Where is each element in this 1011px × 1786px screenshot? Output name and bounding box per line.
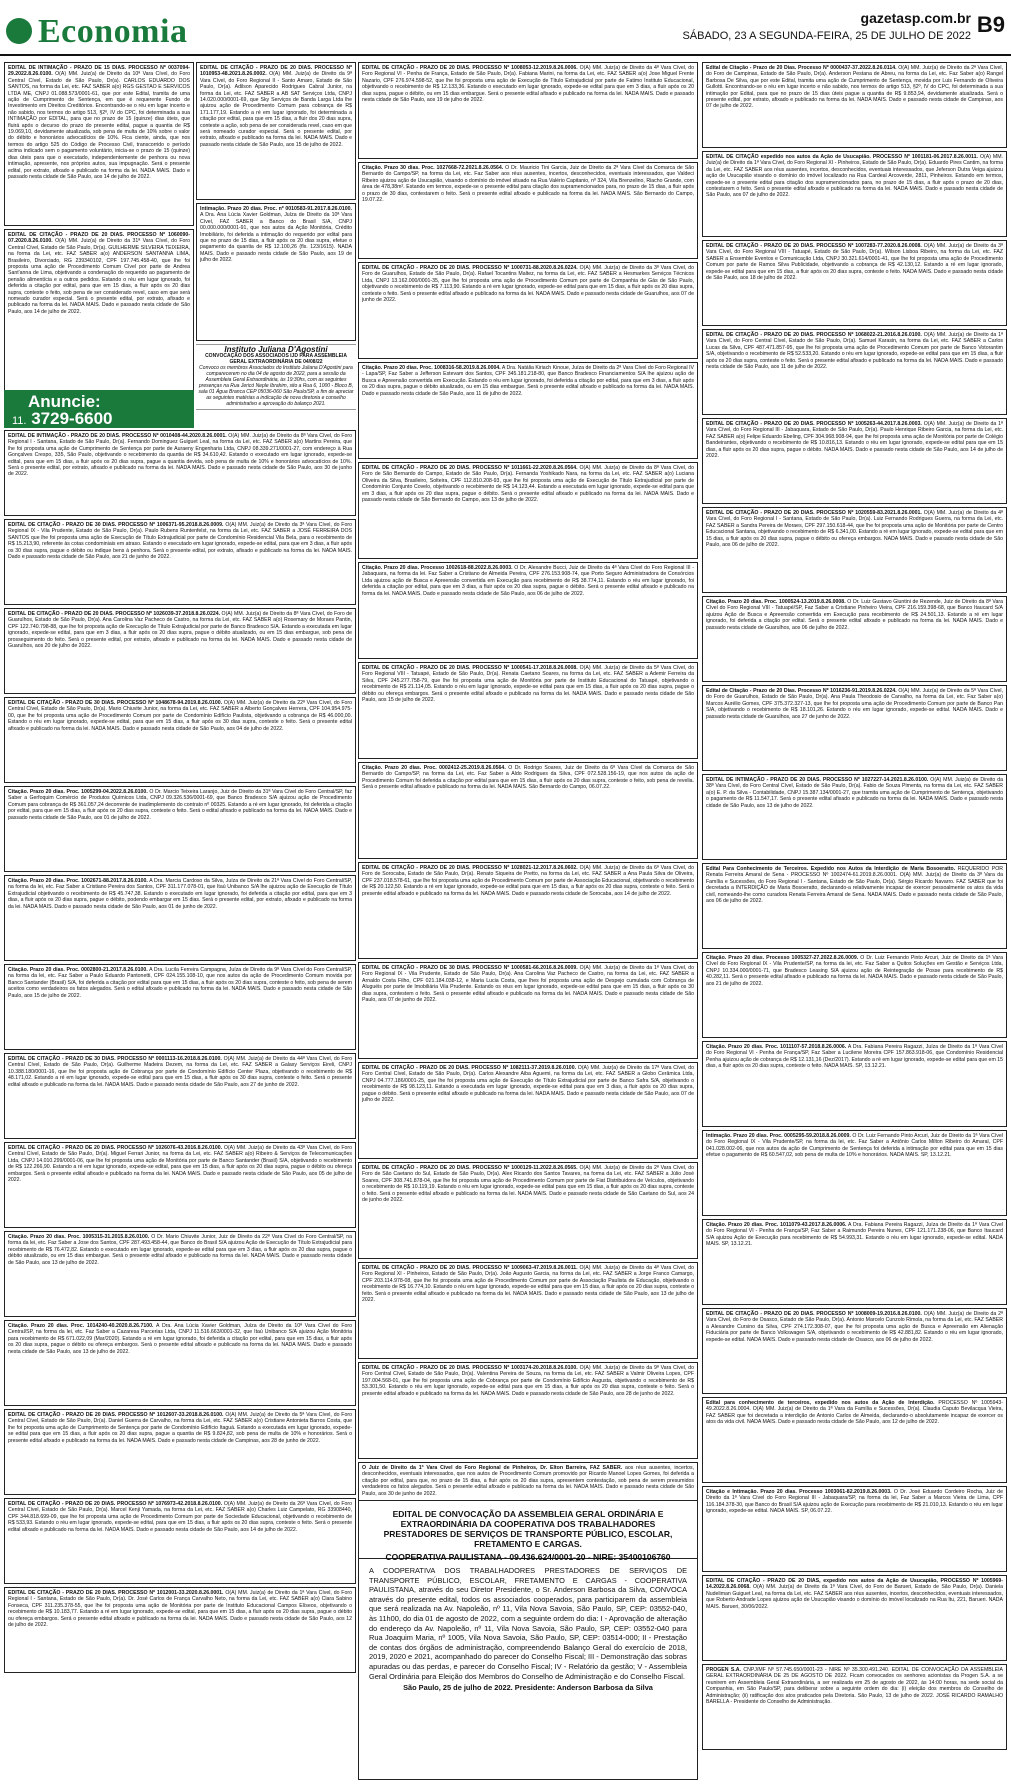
notice-heading: EDITAL DE CITAÇÃO - PRAZO DE 20 DIAS. PROCESSO Nº 1005263-44.2017.8.26.0003. [706,421,922,427]
ad-title: Anuncie: [28,392,101,411]
column-2 [196,62,356,410]
notice-body: REQUERIDO POR Renata Ferreira Amaral de Sena - PROCESSO Nº 1002474-61.2019.8.26.0001. O(A) MM. Juiz(a) de Direito da 3ª Vara da Família e Sucessões, do Foro Regional I - Santana, Estado de São Paulo, Dr(a). Sérgio Ricardo Navarro. FAZ SABER que foi decretada a INTERDIÇÃO de Maria Bosoeratto, declarando-a relativamente incapaz de exercer pessoalmente os atos da vida civil, nomeando-lhe como curadora Renata Ferreira Amaral de Sena. NADA MAIS. Dado e passado nesta cidade de São Paulo, aos 06 de julho de 2022. [706,866,1003,905]
legal-notice [702,329,1007,415]
notice-heading: Intimação. Prazo 20 dias. Proc. nº 0010583-91.2017.8.26.0100. [200,206,352,212]
notice-body: O(A) MM. Juiz(a) de Direito da 44ª Vara Cível, do Foro Central Cível, Estado de São Paulo, Dr(a). Guilherme Madeira Dezem, na forma da Lei, etc. FAZ SABER a Galaxy Serviços Eireli, CNPJ 10.388.180/0001-16, que lhe foi proposta ação de Cobrança por parte de Condomínio Edifício Center Plaza, objetivando o recebimento de R$ 48.171,02. Estando a ré em lugar ignorado, expede-se edital para que em 15 dias, a fluir após os 30 dias supra, conteste o feito. Será o presente edital afixado e publicado na forma da lei. NADA MAIS. Dado e passado nesta cidade de São Paulo, aos 27 de junho de 2022. [8,1056,352,1088]
legal-notice [358,262,698,359]
ad-phone-number: 3729-6600 [31,409,113,428]
legal-notice [196,203,356,341]
notice-body: O(A) MM. Juiz(a) de Direito da 4ª Vara Cível, do Foro Regional I - Santana, Estado de São Paulo, Dr(a). Luiz Fernando Rodrigues Guerra, na forma da Lei, etc. FAZ SABER a Sandra Pereira de Moraes, CPF 297.150.618-44, que lhe foi proposta uma ação de Monitória por parte de Centro Educacional Santana, objetivando o recebimento de R$ 6.341,00. Estando a ré em lugar ignorado, expede-se edital para que em 15 dias, a fluir após os 20 dias supra, pague o débito ou ofereça embargos. NADA MAIS. Dado e passado nesta cidade de São Paulo, aos 06 de julho de 2022. [706,510,1003,549]
notice-body: O(A) MM. Juiz(a) de Direito da 5ª Vara Cível, do Foro de Guarulhos, Estado de São Paulo, Dr(a). Ana Paula Theodosio de Carvalho, na forma da Lei, etc. Faz Saber a(o) Marcos Aurélio Gomes, CPF 375.372.327-13, que lhe foi proposta uma ação de Procedimento Comum por parte de Banco Pan S/A, objetivando o recebimento de R$ 18.101,26. Estando o réu em lugar ignorado, expede-se edital. NADA MAIS. Dado e passado nesta cidade de Guarulhos, aos 27 de junho de 2022. [706,688,1004,720]
notice-heading: EDITAL DE CITAÇÃO - PRAZO DE 30 DIAS. PROCESSO Nº 1006371-95.2018.8.26.0009. [8,522,224,528]
column-3 [358,62,698,1562]
notice-heading: EDITAL DE CITAÇÃO - PRAZO DE 20 DIAS. PROCESSO Nº 1000731-88.2020.8.26.0224. [362,265,578,271]
legal-notice [4,697,356,783]
notice-body: O(A) MM. Juiz(a) de Direito da 4ª Vara Cível, do Foro Regional XI - Pinheiros, Estado de São Paulo, Dr(a). João Augusto Garcia, na forma da Lei, etc. FAZ SABER a Jorge Franco Camargo, CPF 203.114.978-08, que lhe foi proposta uma ação de Procedimento Comum por parte de Associação Paulista de Educação, objetivando o recebimento de R$ 16.774,10. Estando o réu em lugar ignorado, expede-se edital para que em 15 dias, a fluir após os 20 dias supra, conteste o feito. Será o presente edital afixado e publicado na forma da lei. NADA MAIS. Dado e passado nesta cidade de São Paulo, aos 13 de julho de 2022. [362,1265,694,1304]
notice-heading: Intimação. Prazo 20 dias. Proc. 0005295-59.2018.8.26.0009. [706,1133,851,1139]
notice-body: O(A) MM. Juiz(a) de Direito da 3ª Vara Cível, do Foro de Guarulhos, Estado de São Paulo, Dr(a). Rafael Tocantins Maltez, na forma da Lei, etc. FAZ SABER a Hesmarkes Serviços Técnicos Ltda, CNPJ 13.162.000/0001-35, que lhe foi proposta uma ação de Procedimento Comum por parte de Companhia de Gás de São Paulo, objetivando o recebimento de R$ 7.113,90. Estando a ré em lugar ignorado, expede-se edital para que em 15 dias, a fluir após os 20 dias supra, conteste o feito. Será o presente edital afixado e publicado na forma da lei. NADA MAIS. Dado e passado nesta cidade de Guarulhos, aos 07 de junho de 2022. [362,265,694,304]
notice-heading: Citação. Prazo 20 dias. Proc. 1011107-57.2018.8.26.0006. [706,1044,847,1050]
notice-body: O(A) MM. Juiz(a) de Direito da 1ª Vara Cível, do Foro Regional III - Jabaquara, Estado de São Paulo, Dr(a). Paulo Henrique Ribeiro Garcia, na forma da Lei, etc. FAZ SABER a(o) Felipe Eduardo Ebeling, CPF 304.968.908-94, que lhe foi proposta uma ação de Monitória por parte de Colégio Bandeirantes, objetivando o recebimento de R$ 10.816,13. Estando o réu em lugar ignorado, expede-se edital para que em 15 dias, a fluir após os 20 dias supra, pague o débito. NADA MAIS. Dado e passado nesta cidade de São Paulo, aos 14 de julho de 2022. [706,421,1003,460]
notice-heading: EDITAL DE CITAÇÃO - PRAZO DE 20 DIAS. PROCESSO Nº 1010953-48.2021.8.26.0002. [200,65,352,78]
notice-body: O(A) MM. Juiz(a) de Direito da 9ª Vara Cível, do Foro Central Cível, Estado de São Paulo, Dr(a). Valentina Pereira de Souza, na forma da Lei, etc. FAZ SABER a Valmir Oliveira Lopes, CPF 197.004.568-01, que lhe foi proposta uma ação de Cobrança por parte de Condomínio Edifício Augusta, objetivando o recebimento de R$ 53.301,50. Estando o réu em lugar ignorado, expede-se edital para que em 15 dias, a fluir após os 20 dias supra, conteste o feito. Será o presente edital afixado e publicado na forma da lei. NADA MAIS. Dado e passado nesta cidade de São Paulo, aos 28 de junho de 2022. [362,1365,694,1397]
legal-notice [702,952,1007,1038]
notice-heading: EDITAL DE CITAÇÃO - PRAZO DE 30 DIAS. PROCESSO Nº 1048678-94.2019.8.26.0100. [8,700,223,706]
column-wide [4,430,356,1676]
notice-heading: Citação. Prazo 20 dias. Proc. 1008316-58.2019.8.26.0004. [362,365,501,371]
legal-notice [358,62,698,159]
notice-heading: EDITAL DE CITAÇÃO - PRAZO DE 20 DIAS. PROCESSO Nº 1028021-12.2017.8.26.0602. [362,865,578,871]
notice-body: PROCESSO Nº 1005943-49.2022.8.26.0004. O(A) MM. Juiz(a) de Direito da 1ª Vara da Família e Sucessões, Dr(a). Claudia Caputo Bevilacqua Vieira, FAZ SABER que foi decretada a interdição de Antonio Carlos de Almeida, declarando-o absolutamente incapaz de exercer os atos da vida civil. NADA MAIS. Dado e passado nesta cidade de São Paulo, aos 12 de julho de 2022. [706,1400,1003,1426]
legal-notice [4,1498,356,1584]
notice-heading: Citação e Intimação. Prazo 20 dias. Processo 1003061-82.2019.8.26.0003. [706,1489,892,1495]
notice-heading: EDITAL DE CITAÇÃO - PRAZO DE 20 DIAS. PROCESSO Nº 1003174-20.2018.8.26.0100. [362,1365,578,1371]
institute-name: Instituto Juliana D'Agostini [224,345,328,354]
notice-body: O(A) MM. Juiz(a) de Direito da 4ª Vara Cível, do Foro Regional VI - Penha de França, Estado de São Paulo, Dr(a). Fabiana Marini, na forma da Lei, etc. FAZ SABER a(o) Jose Miguel Frente Nazario, CPF 276.974.598-52, que lhe foi proposta uma ação de Execução de Título Extrajudicial por parte de Fatimo Instituto Educacional, objetivando o recebimento de R$ 12.133,36. Estando o executado em lugar ignorado, expede-se edital para que em 3 dias, a fluir após os 20 dias supra, pague o débito, ou em 15 dias embargue. Será o presente edital afixado e publicado na forma da lei. NADA MAIS. Dado e passado nesta cidade de São Paulo, aos 19 de julho de 2022. [362,65,694,104]
legal-notice [702,1130,1007,1216]
notice-body: A Dra. Ana Lúcia Xavier Goldman, Juíza de Direito da 10ª Vara Cível, FAZ SABER a Banco do Brasil S/A, CNPJ 00.000.000/0001-91, que nos autos da Ação Monitória, Crédito Imobiliário, foi deferida a intimação do requerido por edital para que no prazo de 15 dias, a fluir após os 20 dias supra, efetue o pagamento da quantia de R$ 12.100,26 (fls. 123/1615). NADA MAIS. Dado e passado nesta cidade de São Paulo, aos 19 de julho de 2022. [200,212,352,264]
notice-body: O(A) MM. Juiz(a) de Direito da 5ª Vara Cível, do Foro Regional VIII - Tatuapé, Estado de São Paulo, Dr(a). Renata Caetano Soares, na forma da Lei, etc. FAZ SABER a Ademir Ferreira da Silva, CPF 245.277.758-79, que lhe foi proposta uma ação de Monitória por parte de Instituto Educacional do Tatuapé, objetivando o recebimento de R$ 21.114,05. Estando o réu em lugar ignorado, expede-se edital para que em 15 dias, a fluir após os 20 dias supra, pague o débito ou ofereça embargos. Será o presente edital afixado e publicado na forma da lei. NADA MAIS. Dado e passado nesta cidade de São Paulo, aos 15 de julho de 2022. [362,665,694,704]
advertise-banner[interactable] [4,390,194,428]
notice-body: O Dr. Luiz Fernando Pinto Arcuri, Juiz de Direito da 1ª Vara Cível do Foro Regional IX - Vila Prudente/SP, na forma da lei, etc. Faz Saber a Quitos Soluções em Gestão e Serviços Ltda, CNPJ 10.334.000/0001-71, que Bradesco Leasing S/A ajuizou ação de Reintegração de Posse para recebimento de R$ 40.282,11. Será o presente edital afixado e publicado na forma da lei. NADA MAIS. Dado e passado nesta cidade de São Paulo, aos 21 de julho de 2022. [706,955,1003,987]
legal-notice [4,1231,356,1317]
notice-heading: Citação. Prazo 20 dias. Processo 1005327-27.2022.8.26.0009. [706,955,859,961]
legal-notice [702,685,1007,771]
notice-body: O(A) MM. Juiz(a) de Direito da 8ª Vara Cível, do Foro de Guarulhos, Estado de São Paulo, Dr(a). Ana Carolina Vaz Pacheco de Castro, na forma da Lei, etc. FAZ SABER a(o) Rosemary de Moraes Pantin, CPF 122.740.798-88, que lhe foi proposta ação de Execução de Título Extrajudicial por parte de Banco Bradesco S/A. Estando a executada em lugar ignorado, expede-se edital, para que em 3 dias, a fluir após os 20 dias supra, pague o débito atualizado, ou em 15 dias embargue, sob pena de prosseguimento do feito. Será o presente edital, por extrato, afixado e publicado na forma da lei. NADA MAIS. Dado e passado nesta cidade de Guarulhos, aos 20 de julho de 2022. [8,611,352,650]
notice-heading: EDITAL DE CITAÇÃO - PRAZO DE 30 DIAS. PROCESSO Nº 1000581-66.2016.8.26.0009. [362,965,578,971]
ad-phone-prefix: 11. [12,415,27,427]
notice-body: O(A) MM. Juiz(a) de Direito da 1ª Vara Cível, do Foro Regional IX - Vila Prudente, Estado de São Paulo, Dr(a). Ana Carolina Vaz Pacheco de Castro, na forma da Lei, etc. FAZ SABER a Arnaldo Costa Filho, CPF 021.184.038-12, e Maria Lucia Costa, que lhes foi proposta uma ação de Despejo cumulada com Cobrança de Aluguéis por parte de Imobiliária Vila Prudente. Estando os réus em lugar ignorado, expede-se edital para que em 15 dias, a fluir após os 30 dias supra, contestem o feito. Será o presente edital afixado e publicado na forma da lei. NADA MAIS. Dado e passado nesta cidade de São Paulo, aos 07 de junho de 2022. [362,965,694,1004]
ad-phone [12,409,113,429]
notice-heading: EDITAL DE CITAÇÃO - PRAZO DE 20 DIAS. PROCESSO Nº 1008009-19.2016.8.26.0100. [706,1311,922,1317]
notice-body: O(A) MM. Juiz(a) de Direito da 2ª Vara Cível, do Foro de Campinas, Estado de São Paulo, Dr(a). Anderson Pestana de Abreu, na forma da Lei, etc. Faz Saber a(o) Rangel Barbosa De Silva, que por este Edital, tramita uma ação de Cumprimento de Sentença, movida por Luis Fernando de Oliveira Gullotti. Encontrando-se o réu em lugar incerto e não sabido, nos termos do artigo 513, §2º, IV do CPC, foi determinada a sua intimação por Edital, para que no prazo de 15 dias úteis pague a quantia de R$ 9.853,94, devidamente atualizada. Será o presente edital, por extrato, afixado e publicado na forma da lei. NADA MAIS. Dado e passado nesta cidade de Campinas, aos 07 de julho de 2022. [706,65,1003,110]
site-url[interactable]: gazetasp.com.br [860,10,971,26]
notice-heading: EDITAL DE CITAÇÃO - PRAZO DE 20 DIAS. PROCESSO Nº 1012001-33.2020.8.26.0001. [8,1590,224,1596]
notice-body: O(A) MM. Juiz(a) de Direito da 22ª Vara Cível, do Foro Central Cível, Estado de São Paulo, Dr(a). Mario Chiuvite Junior, na forma da Lei, etc. FAZ SABER a Alberto Gonçalves Herrera, CPF 104.954.975-00, que lhe foi proposta uma ação de Procedimento Comum por parte de Condomínio Edifício Paulista, objetivando a cobrança de R$ 46.000,00. Estando o réu em lugar ignorado, expede-se edital, para que em 15 dias, a fluir após os 30 dias supra, conteste o feito. Será o presente edital afixado e publicado na forma da lei. NADA MAIS. Dado e passado nesta cidade de São Paulo, aos 04 de julho de 2022. [8,700,353,732]
notice-body: A Dra. Fabiana Pereira Ragazzi, Juíza de Direito da 1ª Vara Cível do Foro Regional VI - Penha de França/SP, Faz Saber a Raimundo Pereira Nunes, CPF 121.171.238-06, que Banco Itaucard S/A ajuizou Ação de Execução para recebimento de R$ 54.993,31. Estando o réu em lugar ignorado, expede-se edital. NADA MAIS. SP, 13.12.21. [706,1222,1004,1248]
notice-body: O(A) MM. Juiz(a) de Direito da 43ª Vara Cível, do Foro Central Cível, Estado de São Paulo, Dr(a). Miguel Ferrari Junior, na forma da Lei, etc. FAZ SABER a(o) Ribeiro & Serviços de Telecomunicações Ltda, CNPJ 14.010.299/0001-06, que lhe foi proposta uma ação de Monitória por parte de Banco Santander (Brasil) S/A, objetivando o recebimento de R$ 122.266,90. Estando a ré em lugar ignorado, expede-se edital, para que em 15 dias, a fluir após os 20 dias supra, pague o débito ou ofereça embargos. Será o presente edital afixado e publicado na forma da lei. NADA MAIS. Dado e passado nesta cidade de São Paulo, aos 05 de julho de 2022. [8,1145,353,1184]
notice-body: O(A) MM. Juiz(a) de Direito da 31ª Vara Cível, do Foro Central Cível, Estado de São Paulo, Dr(a). GUILHERME SILVEIRA TEIXEIRA, na forma da Lei, etc. FAZ SABER a(o) ANDERSON SANTANNA LIMA, Brasileiro, Divorciado, RG 239340102, CPF 197.745.458-40, que lhe foi proposta uma ação de Procedimento Comum Cível por parte de Andrea Sant'anna de Lima, objetivando a condenação do requerido ao pagamento de pensão alimentícia e a outros pedidos. Estando o réu em lugar ignorado, foi deferida a citação por edital, para que em 15 dias, a fluir após os 20 dias supra, conteste o feito, sob pena de ser considerado revel, caso em que será nomeado curador especial. Será o presente edital, por extrato, afixado e publicado na forma da lei. NADA MAIS. Dado e passado nesta cidade de São Paulo, aos 14 de julho de 2022. [8,238,190,315]
notice-heading: Citação. Prazo 30 dias. Proc. 1027668-72.2021.8.26.0564. [362,165,504,171]
legal-notice [358,862,698,959]
legal-notice [358,1062,698,1159]
notice-heading: EDITAL DE CITAÇÃO - PRAZO DE 20 DIAS. PROCESSO Nº 1008053-12.2019.8.26.0006. [362,65,578,71]
notice-heading: EDITAL DE CITAÇÃO expedido nos autos da Ação de Usucapião. PROCESSO Nº 1001181-06.2017.8.26.0011. [706,154,978,160]
notice-body: O(A) MM. Juiz(a) de Direito da 38ª Vara Cível, do Foro Central Cível, Estado de São Paulo, Dr(a). Fabio de Souza Pimenta, na forma da Lei, etc. FAZ SABER a(o) E. P. da Silva - Contabilidade, CNPJ 15.387.134/0001-27, que tramita uma ação de Cumprimento de Sentença, objetivando o pagamento de R$ 11.547,17. Será o presente edital afixado e publicado na forma da lei. NADA MAIS. Dado e passado nesta cidade de São Paulo, aos 13 de julho de 2022. [706,777,1003,809]
assembly-subtitle: COOPERATIVA PAULISTANA - 09.436.624/0001-20 - NIRE: 35400106760 [385,1552,671,1562]
notice-body: O(A) MM. Juiz(a) de Direito da 10ª Vara Cível, do Foro Central Cível, Estado de São Paulo, Dr(a). CARLOS EDUARDO DOS SANTOS, na forma da Lei, etc. FAZ SABER a(o) RGS GESTAO E SERVICOS LTDA ME, CNPJ 01.088.573/0001-61, que por este Edital, tramita de uma ação de Cumprimento de Sentença, em que é requerente Fundo de Investimento em Direitos Creditórios. Encontrando-se o réu em lugar incerto e não sabido, nos termos do artigo 513, §2º, IV do CPC, foi determinada a sua INTIMAÇÃO por EDITAL, para que no prazo de 15 (quinze) dias úteis, que fluirá após o decurso do prazo do presente edital, pague a quantia de R$ 19.069,10, devidamente atualizada, sob pena de multa de 10% sobre o valor do débito e honorários advocatícios de 10%. Fica ciente, ainda, que nos termos do artigo 525 do Código de Processo Civil, transcorrido o período acima indicado sem o pagamento voluntário, inicia-se o prazo de 15 (quinze) dias úteis para que o executado, independentemente de penhora ou nova intimação, apresente, nos próprios autos, sua impugnação. Será o presente edital, por extrato, afixado e publicado na forma da lei. NADA MAIS. Dado e passado nesta cidade de São Paulo, aos 14 de julho de 2022. [8,71,190,180]
legal-notice [358,1262,698,1359]
legal-notice [4,786,356,872]
notice-body: A Dra. Lucila Ferreira Campagna, Juíza de Direito da 9ª Vara Cível do Foro Central/SP, na forma da lei, etc. Faz Saber a Paulo Eduardo Pantonetti, CPF 024.155.108-10, que nos autos da ação de Procedimento Comum movida por Banco Santander (Brasil) S/A, foi deferida a citação por edital para que em 15 dias, a fluir após os 20 dias supra, conteste o feito, sob pena de serem aceitos como verdadeiros os fatos alegados. Será o edital afixado e publicado na forma da lei. NADA MAIS. Dado e passado nesta cidade de São Paulo, aos 15 de julho de 2022. [8,967,352,999]
notice-heading: EDITAL DE CITAÇÃO - PRAZO DE 20 DIAS. PROCESSO Nº 1082111-37.2019.8.26.0100. [362,1065,577,1071]
assembly-notice [358,1500,698,1780]
notice-body: O(A) MM. Juiz(a) de Direito da 26ª Vara Cível, do Foro Central Cível, Estado de São Paulo, Dr(a). Marcel Kenji Yamada, na forma da Lei, etc. FAZ SABER a(o) Charles Luiz Campelato, RG 33908440, CPF 344.818.699-09, que lhe foi proposta uma ação de Procedimento Comum por parte de Sociedade Educacional, objetivando o recebimento de R$ 533,93. Estando o réu em lugar ignorado, expede-se edital, para que em 15 dias, a fluir após os 20 dias supra, conteste o feito. Será o presente edital afixado e publicado na forma da lei. NADA MAIS. Dado e passado nesta cidade de São Paulo, aos 14 de julho de 2022. [8,1501,353,1533]
notice-heading: EDITAL DE CITAÇÃO - PRAZO DE 20 DIAS, expedido nos autos da Ação de Usucapião, PROCESSO Nº 1005969-14.2022.8.26.0068. [706,1578,1003,1591]
notice-body: O(A) MM. Juiz(a) de Direito da 3ª Vara Cível, do Foro Regional IX - Vila Prudente, Estado de São Paulo, Dr(a). Paulo Rubens Runtenfelst, na forma da Lei, etc. FAZ SABER a JOSÉ FERREIRA DOS SANTOS que lhe foi proposta uma ação de Execução de Título Extrajudicial por parte de Condomínio Residencial Vila Bela, para o recebimento de R$ 15.213,90, referente às cotas condominiais em atraso. Estando o executado em lugar ignorado, expede-se edital, para que em 3 dias, a fluir após os 30 dias supra, pague o débito ou indique bens à penhora. Será o presente edital, por extrato, afixado e publicado na forma da lei. NADA MAIS. Dado e passado nesta cidade de São Paulo, aos 21 de junho de 2022. [8,522,352,561]
legal-notice [4,62,194,226]
newspaper-logo-icon [6,18,32,44]
notice-body: O(A) MM. Juiz(a) de Direito da 1ª Vara Cível, do Foro Central Cível, Estado de São Paulo, Dr(a). Samuel Karasin, na forma da Lei, etc. FAZ SABER a Carlos Lucas da Silva, CPF 487.471.857-95, que lhe foi proposta uma ação de Procedimento Comum por parte de Banco Votorantim S/A, objetivando o recebimento de R$ 52.533,20. Estando o réu em lugar ignorado, expede-se edital para que em 15 dias, a fluir após os 20 dias supra, conteste o feito. Será o presente edital afixado e publicado na forma da lei. NADA MAIS. Dado e passado nesta cidade de São Paulo, aos 11 de julho de 2022. [706,332,1003,371]
notice-heading: EDITAL DE CITAÇÃO - PRAZO DE 20 DIAS. PROCESSO Nº 1000129-11.2022.8.26.0565. [362,1165,578,1171]
notice-heading: EDITAL DE INTIMAÇÃO - PRAZO DE 20 DIAS. PROCESSO Nº 0010408-44.2020.8.26.0001. [8,433,227,439]
institute-line: CONVOCAÇÃO DOS ASSOCIADOS IJD PARA ASSEMBLEIA GERAL EXTRAORDINÁRIA DE 04/08/22 [205,353,347,365]
notice-body: O Dr. José Eduardo Cordeiro Rocha, Juiz de Direito da 1ª Vara Cível do Foro Regional III - Jabaquara/SP, na forma da lei, Faz Saber a Marcos Vieira de Lima, CPF 116.184.378-30, que Banco do Brasil S/A ajuizou ação de Execução para recebimento de R$ 21.010,13. Estando o réu em lugar ignorado, expede-se edital. NADA MAIS. SP, 06.07.22. [706,1489,1003,1515]
legal-notice [702,1664,1007,1750]
notice-heading: EDITAL DE CITAÇÃO - PRAZO DE 20 DIAS. PROCESSO Nº 1026039-37.2018.8.26.0224. [8,611,221,617]
header-rule [0,54,1011,56]
page-header [0,0,1011,60]
notice-heading: Edital de Citação - Prazo de 20 Dias. Processo Nº 1016236-91.2019.8.26.0224. [706,688,897,694]
institute-line: Convoco os membros Associados do Instituto Juliana D'Agostini para comparecerem no dia 04 de agosto de 2022, para a sessão da Assembleia Geral Extraordinária, às 19:30hs, com as seguintes presenças na Rua Jericó Neple Ibrahim, sito a Rua 6, 1000 - Bloco B, sala 01 Água Branca CEP 05036-060 São Paulo/SP, a fim de apreciar as seguintes matérias a indicação de nova diretoria e conselho administrativo e aprovação do balanço 2021. [198,365,354,407]
notice-body: A Dra. Fabiana Pereira Ragazzi, Juíza de Direito da 1ª Vara Cível do Foro Regional VI - Penha de França/SP, Faz Saber a Lucilene Moreira CPF 157.863.918-06, que Condomínio Residencial Penha ajuizou ação de cobrança de R$ 12.131,16 (Dez/2017). Estando a ré em lugar ignorado, expede-se edital para que em 15 dias, a fluir após os 20 dias supra, conteste o feito. NADA MAIS. SP, 13.12.21. [706,1044,1004,1070]
notice-body: O(A) MM. Juiz(a) de Direito da 1ª Vara Cível, do Foro Regional I - Santana, Estado de São Paulo, Dr(a). Dr. José Carlos de França Carvalho Neto, na forma da Lei, etc. FAZ SABER a(o) Clara Sabino Fonseca, CPF 311.235.378-55, que lhe foi proposta uma ação de Monitória por parte de Instituto Educacional Campos Elíseos, objetivando o recebimento de R$ 10.183,77. Estando a ré em lugar ignorado, expede-se edital, para que em 15 dias, a fluir após os 20 dias supra, pague o débito ou ofereça embargos. Será o presente edital afixado e publicado na forma da lei. NADA MAIS. Dado e passado nesta cidade de São Paulo, aos 12 de julho de 2022. [8,1590,352,1629]
notice-heading: EDITAL DE CITAÇÃO - PRAZO DE 20 DIAS. PROCESSO Nº 1068022-21.2016.8.26.0100. [706,332,922,338]
notice-heading: Citação. Prazo 20 dias. Proc. 0002800-21.2017.8.26.0100. [8,967,148,973]
legal-notice [358,762,698,859]
legal-notice [4,1320,356,1406]
column-4 [702,62,1007,1753]
notice-heading: Citação. Prazo 20 dias. Proc. 1005315-31.2015.8.26.0100. [8,1234,150,1240]
legal-notice [358,562,698,659]
notice-body: O Dr. Rodrigo Soares, Juiz de Direito da 6ª Vara Cível da Comarca de São Bernardo do Campo/SP, na forma da Lei, etc. Faz Saber a Aldo Rodrigues da Silva, CPF 072.528.156-19, que nos autos da ação de Procedimento Comum foi deferida a citação por edital para que em 15 dias, a fluir após os 20 dias supra, conteste o feito, sob pena de revelia. Será o presente edital afixado e publicado na forma da lei. NADA MAIS. São Bernardo do Campo, 06.07.22. [362,765,694,791]
notice-body: O(A) MM. Juiz(a) de Direito da 17ª Vara Cível, do Foro Central Cível, Estado de São Paulo, Dr(a). Carlos Alexandre Aiba Aguemi, na forma da Lei, etc. FAZ SABER a Globo Cerâmica Ltda, CNPJ 04.777.186/0001-25, que lhe foi proposta uma ação de Execução de Título Extrajudicial por parte de Banco Safra S/A, objetivando o recebimento de R$ 98.123,11. Estando a executada em lugar ignorado, expede-se edital para que em 3 dias, a fluir após os 20 dias supra, pague o débito. Será o presente edital afixado e publicado na forma da lei. NADA MAIS. Dado e passado nesta cidade de São Paulo, aos 07 de julho de 2022. [362,1065,694,1104]
notice-body: A Dra. Marcia Cardoso da Silva, Juíza de Direito da 21ª Vara Cível do Foro Central/SP, na forma da lei, etc. Faz Saber a Cristiano Pereira dos Santos, CPF 311.177.078-01, que Itaú Unibanco S/A lhe ajuizou ação de Execução de Título Extrajudicial objetivando o recebimento de R$ 45.747,38. Estando o executado em lugar ignorado, foi deferida a citação por edital, para que em 3 dias, a fluir após os 20 dias supra, pague o débito, podendo embargar em 15 dias. Será o presente edital, por extrato, afixado e publicado na forma da lei. NADA MAIS. Dado e passado nesta cidade de São Paulo, aos 01 de junho de 2022. [8,878,352,910]
legal-notice [702,1575,1007,1661]
notice-body: O Dr. Alexandre Bucci, Juiz de Direito da 4ª Vara Cível do Foro Regional III - Jabaquara, na forma da lei. Faz Saber a Cristiano de Almeida Pereira, CPF 276.153.908-74, que Porto Seguro Administradora de Consórcios Ltda ajuizou ação de Busca e Apreensão convertida em Execução para recebimento de R$ 38.774,11. Estando o réu em lugar ignorado, foi deferida a citação por edital, para que em 3 dias, a fluir após os 20 dias supra, pague o débito. Será o presente edital afixado e publicado na forma da lei. NADA MAIS. Dado e passado nesta cidade de São Paulo, aos 06 de julho de 2022. [362,565,694,597]
notice-body: O(A) MM. Juiz(a) de Direito da 2ª Vara Cível, do Foro de São Caetano do Sul, Estado de São Paulo, Dr(a). Alex Ricardo dos Santos Tavares, na forma da Lei, etc. FAZ SABER a Júlio José Soares, CPF 308.741.878-04, que lhe foi proposta uma ação de Procedimento Comum por parte de Fiat Distribuidora de Veículos, objetivando o recebimento de R$ 10.119,19. Estando o réu em lugar ignorado, expede-se edital para que em 15 dias, a fluir após os 20 dias supra, conteste o feito. Será o presente edital afixado e publicado na forma da lei. NADA MAIS. Dado e passado nesta cidade de São Caetano do Sul, aos 24 de junho de 2022. [362,1165,694,1204]
notice-body: O(A) MM. Juiz(a) de Direito da 8ª Vara Cível, do Foro Regional I - Santana, Estado de São Paulo, Dr(a). Fernando Dominguez Guiguet Leal, na forma da Lei, etc. FAZ SABER a(o) Martins Pereira, que lhe foi proposta uma ação de Cumprimento de Sentença por parte de Auraeny Engenharia Ltda, CNPJ 08.339.271/0001-27, com endereço à Rua Gonçalves Crespo, 335, São Paulo, objetivando o recebimento da quantia de R$ 34.610,42. Estando o executado em lugar ignorado, expede-se edital, para que em 15 dias, a fluir após os 20 dias supra, pague a quantia devida, sob pena de multa de 10% e honorários advocatícios de 10%. Será o presente edital, por extrato, afixado e publicado na forma da lei. NADA MAIS. Dado e passado nesta cidade de São Paulo, aos 30 de junho de 2022. [8,433,352,478]
legal-notice [4,1587,356,1673]
notice-heading: Citação. Prazo 20 dias. Proc. 1014240-40.2020.8.26.7100. [8,1323,154,1329]
assembly-body: A COOPERATIVA DOS TRABALHADORES PRESTADORES DE SERVIÇOS DE TRANSPORTE PÚBLICO, ESCOLAR, FRETAMENTO E CARGAS - COOPERATIVA PAULISTANA, através do seu Diretor Presidente, o Sr. Anderson Barbosa da Silva, CONVOCA através do presente edital, todos os associados cooperados, para participarem da assembleia que será realizada na Av. Napoleão, nº 11, Vila Nova Savoia, São Paulo, SP, CEP: 03552-040, às 11h00, do dia 01 de agosto de 2022, com a seguinte ordem do dia: I - Aprovação de alteração do endereço da Av. Napoleão, nº 11, Vila Nova Savoia, São Paulo, SP, CEP: 03552-040 para Rua Joaquim Maria, nº 1005, Vila Nova Savoia, São Paulo, SP, CEP: 03514-000; II - Prestação de contas dos órgãos de administração, compreendendo Balanço Geral do exercício de 2018, 2019, 2020 e 2021, acompanhado do parecer do Conselho Fiscal; III - Demonstração das sobras apuradas ou das perdas, e parecer do Conselho Fiscal; IV - Relatório da gestão; V - Assembleia Geral Ordinária para Eleição dos Membros do Conselho de Administração e do Conselho Fiscal. [369,1566,687,1681]
notice-heading: Citação. Prazo 20 dias. Proc. 1000524-13.2019.8.26.0008. [706,599,846,605]
legal-notice [702,1041,1007,1127]
legal-notice [4,964,356,1050]
notice-body: O Dr. Luiz Fernando Pinto Arcuri, Juiz de Direito da 1ª Vara Cível do Foro Regional IX - Vila Prudente/SP, na forma da lei, etc. Faz Saber a Antônio Carlos Milton Ribeiro do Amaral, CPF 041.028.002-06, que nos autos da ação de Cumprimento de Sentença foi deferida a intimação por edital para que em 15 dias efetue o pagamento de R$ 60.547,02, sob pena de multa de 10% e honorários. NADA MAIS. SP, 13.12.21. [706,1133,1003,1159]
edition-date: SÁBADO, 23 A SEGUNDA-FEIRA, 25 DE JULHO DE 2022 [682,30,971,42]
notice-heading: EDITAL DE INTIMAÇÃO - PRAZO DE 20 DIAS. PROCESSO Nº 1027227-14.2021.8.26.0100. [706,777,929,783]
notice-heading: EDITAL DE INTIMAÇÃO - PRAZO DE 15 DIAS. PROCESSO Nº 0037094-29.2022.8.26.0100. [8,65,190,78]
notice-heading: EDITAL DE CITAÇÃO - PRAZO DE 20 DIAS. PROCESSO Nº 1012607-33.2018.8.26.0100. [8,1412,224,1418]
notice-heading: EDITAL DE CITAÇÃO - PRAZO DE 20 DIAS. PROCESSO Nº 1060090-07.2020.8.26.0100. [8,232,190,245]
notice-body: O Dr. Marcio Teixeira Laranjo, Juiz de Direito da 31ª Vara Cível do Foro Central/SP, faz Saber a Gerfoquim Comércio de Produtos Químicos Ltda, CNPJ 09.326.536/0001-69, que Banco Bradesco S/A ajuizou ação de Procedimento Comum para cobrança de R$ 361.057,24 decorrente de inadimplemento do contrato nº 00325. Estando a ré em lugar ignorado, foi deferida a citação por edital, para que em 15 dias, a fluir após os 20 dias supra, conteste o feito. Será o edital afixado e publicado na forma da lei. NADA MAIS. Dado e passado nesta cidade de São Paulo, aos 01 de julho de 2022. [8,789,352,821]
legal-notice [358,1362,698,1459]
notice-heading: EDITAL DE CITAÇÃO - PRAZO DE 20 DIAS. PROCESSO Nº 1009063-47.2019.8.26.0011. [362,1265,578,1271]
notice-heading: Citação. Prazo 20 dias. Proc. 1002671-88.2017.8.26.0100. [8,878,148,884]
notice-body: O Dr. Mauricio Tini Garcia, Juiz de Direito da 2ª Vara Cível da Comarca de São Bernardo do Campo/SP, na forma da Lei, etc. Faz Saber aos réus ausentes, incertos, desconhecidos, eventuais interessados, que Valdeci Ribeiro ajuizou ação de Usucapião, visando o domínio do imóvel situado na Rua Valério Capitanio, nº 324, Vila Brenzelino, Riacho Grande, com área de 478,38m². Estando em termos, expede-se o presente edital para citação dos supramencionados para, no prazo de 15 dias, a fluir após o prazo de 30 dias, contestarem o feito. Será o presente edital afixado e publicado na forma da lei. NADA MAIS. São Bernardo do Campo, 19.07.22. [362,165,694,204]
legal-notice [4,608,356,694]
legal-notice [358,362,698,459]
notice-heading: PROGEN S.A. [706,1667,741,1673]
notice-body: O(A) MM. Juiz(a) de Direito da 3ª Vara Cível, do Foro Regional VIII - Tatuapé, Estado de São Paulo, Dr(a). Wilson Lisboa Ribeiro, na forma da Lei, etc. FAZ SABER a Ensemble Eventos e Comunicação Ltda, CNPJ 30.321.614/0001-41, que lhe foi proposta uma ação de Procedimento Comum por parte de Ramos Silva Publicidade, objetivando a cobrança de R$ 42.130,12. Estando a ré em lugar ignorado, expede-se edital para que em 15 dias, a fluir após os 20 dias supra, conteste o feito. NADA MAIS. Dado e passado nesta cidade de São Paulo, aos 18 de julho de 2022. [706,243,1003,282]
legal-notice [702,507,1007,593]
notice-heading: EDITAL DE CITAÇÃO - PRAZO DE 20 DIAS. PROCESSO Nº 1007283-77.2020.8.26.0008. [706,243,922,249]
legal-notice [4,1409,356,1495]
legal-notice [4,1053,356,1139]
notice-heading: Edital para conhecimento de terceiros, expedido nos autos da Ação de Interdição. [706,1400,935,1406]
legal-notice [4,875,356,961]
legal-notice [702,1486,1007,1572]
legal-notice [702,62,1007,148]
legal-notice [702,1308,1007,1394]
notice-body: O(A) MM. Juiz(a) de Direito da 1ª Vara Cível, do Foro de Barueri, Estado de São Paulo, Dr(a). Daniela Nudeliman Guiguet Leal, na forma da Lei, etc. FAZ SABER aos réus ausentes, incertos, desconhecidos, eventuais interessados, que Roberto Andrade Lopes ajuizou ação de Usucapião visando o domínio do imóvel localizado na Rua Itu, 221, Barueri. NADA MAIS. Barueri, 30/06/2022. [706,1584,1003,1610]
notice-body: A Dra. Ana Lúcia Xavier Goldman, Juíza de Direito da 10ª Vara Cível do Foro Central/SP, na forma da lei, etc. Faz Saber a Cazaresa Parcerias Ltda, CNPJ 11.516.663/0001-32, que Itaú Unibanco S/A ajuizou Ação Monitória para recebimento de R$ 671.022,09 (Mar/2020). Estando a ré em lugar ignorado, foi deferida a citação por edital, para que em 15 dias, a fluir após os 20 dias supra, pague o débito ou ofereça embargos. Será o presente edital afixado e publicado na forma da lei. NADA MAIS. Dado e passado nesta cidade de São Paulo, aos 13 de julho de 2022. [8,1323,353,1355]
notice-body: O(A) MM. Juiz(a) de Direito da 8ª Vara Cível, do Foro de São Bernardo do Campo, Estado de São Paulo, Dr(a). Fernanda Yoshikado Nara, na forma da Lei, etc. FAZ SABER a(o) Luciana Oliveira da Silva, Brasileiro, Solteira, CPF 112.810.208-93, que lhe foi proposta uma ação de Execução de Título Extrajudicial por parte de Condomínio Conjunto Covelo, objetivando o recebimento de R$ 14.123,44. Estando a executada em lugar ignorado, expede-se edital para que em 3 dias, a fluir após os 20 dias supra, pague o débito. Será o presente edital afixado e publicado na forma da lei. NADA MAIS. Dado e passado nesta cidade de São Bernardo do Campo, aos 13 de julho de 2022. [362,465,694,504]
notice-heading: Edital Para Conhecimento de Terceiros. Expedido nos Autos da Interdição de Maria Bosoeratto. [706,866,956,872]
legal-notice [702,1397,1007,1483]
notice-heading: EDITAL DE CITAÇÃO - PRAZO DE 20 DIAS. PROCESSO Nº 1000541-17.2018.8.26.0008. [362,665,578,671]
institute-notice [196,344,356,410]
column-1 [4,62,194,396]
legal-notice [702,418,1007,504]
page-number: B9 [976,12,1005,37]
legal-notice [702,240,1007,326]
legal-notice [702,863,1007,949]
notice-body: aos réus ausentes, incertos, desconhecidos, eventuais interessados, que nos autos de Procedimento Comum promovido por Ricardo Manoel Lopes Gomes, foi deferida a citação por edital, para que, no prazo de 15 dias, a fluir após os 20 dias supra, apresentem contestação, sob pena de serem presumidos verdadeiros os fatos alegados. Será o presente edital afixado e publicado na forma da lei. NADA MAIS. Dado e passado nesta cidade de São Paulo, aos 30 de junho de 2022. [362,1465,694,1497]
legal-notice [358,462,698,559]
legal-notice [358,1162,698,1259]
legal-notice [702,1219,1007,1305]
notice-body: O(A) MM. Juiz(a) de Direito da 6ª Vara Cível, do Foro de Sorocaba, Estado de São Paulo, Dr(a). Renato Siqueira de Pretto, na forma da Lei, etc. FAZ SABER a Ana Paula Silva de Oliveira, CPF 237.018.578-61, que lhe foi proposta uma ação de Procedimento Comum por parte de Associação Educacional, objetivando o recebimento de R$ 20.122,50. Estando a ré em lugar ignorado, expede-se edital para que em 15 dias, a fluir após os 20 dias supra, conteste o feito. Será o presente edital afixado e publicado na forma da lei. NADA MAIS. Dado e passado nesta cidade de Sorocaba, aos 14 de julho de 2022. [362,865,694,897]
notice-heading: O Juiz de Direito da 1ª Vara Cível do Foro Regional de Pinheiros, Dr. Elton Barreira, FAZ SABER. [362,1465,623,1471]
notice-body: O Dr. Mario Chiuvite Junior, Juiz de Direito da 22ª Vara Cível do Foro Central/SP, na forma da lei, etc. Faz Saber a Jose dos Santos, CPF 287.493.458-44, que Banco do Brasil S/A ajuizou Ação de Execução de Título Extrajudicial para recebimento de R$ 76.472,82. Estando o executado em lugar ignorado, expede-se edital para que em 3 dias, a fluir após os 20 dias supra, pague o débito atualizado, ou em 15 dias embargue. Será o presente edital afixado e publicado na forma da lei. NADA MAIS. Dado e passado nesta cidade de São Paulo, aos 13 de julho de 2022. [8,1234,352,1266]
notice-heading: Citação. Prazo 20 dias. Processo 1002618-88.2022.8.26.0003. [362,565,513,571]
notice-heading: EDITAL DE CITAÇÃO - PRAZO DE 20 DIAS. PROCESSO Nº 1026076-43.2016.8.26.0100. [8,1145,223,1151]
legal-notice [4,519,356,605]
notice-heading: Citação. Prazo 20 dias. Proc. 1011079-43.2017.8.26.0006. [706,1222,847,1228]
notice-body: O(A) MM. Juiz(a) de Direito da 2ª Vara Cível, do Foro de Osasco, Estado de São Paulo, Dr(a). Antonio Marcelo Cunzolo Rimola, na forma da Lei, etc. FAZ SABER a Alexandre Cursino da Silva, CPF 274.172.308-07, que lhe foi proposta uma ação de Busca e Apreensão em Alienação Fiduciária por parte de Banco Volkswagen S/A, objetivando o recebimento de R$ 42.881,82. Estando o réu em lugar ignorado, expede-se edital. NADA MAIS. Dado e passado nesta cidade de Osasco, aos 06 de julho de 2022. [706,1311,1003,1343]
notice-body: CNPJ/MF Nº 57.745.650/0001-23 - NIRE Nº 35.300.491.240. EDITAL DE CONVOCAÇÃO DA ASSEMBLEIA GERAL EXTRAORDINÁRIA DE 25 DE AGOSTO DE 2022. Ficam convocados os senhores acionistas da Progen S.A. a se reunirem em Assembleia Geral Extraordinária, a ser realizada em 25 de agosto de 2022, às 14:00 horas, na sede social da Companhia, em São Paulo/SP, para deliberar sobre a seguinte ordem do dia: (i) eleição dos membros do Conselho de Administração; (ii) ratificação dos atos praticados pela Diretoria. São Paulo, 13 de julho de 2022. JOSÉ RICARDO RAMALHO BARELLA - Presidente do Conselho de Administração. [706,1667,1003,1706]
legal-notice [358,662,698,759]
notice-heading: Edital de Citação - Prazo de 20 Dias. Processo Nº 0000437-37.2022.8.26.0114. [706,65,897,71]
notice-body: A Dra. Natália Kiriach Kinoue, Juíza de Direito da 2ª Vara Cível do Foro Regional IV - Lapa/SP, Faz Saber a Jefferson Estevam dos Santos, CPF 345.181.218-80, que Banco Bradesco Financiamentos S/A lhe ajuizou ação de Busca e Apreensão convertida em Execução. Estando o réu em lugar ignorado, foi deferida a citação por edital, para que em 3 dias, a fluir após os 20 dias supra, pague o débito atualizado, ou em 15 dias embargue. Será o presente edital afixado e publicado na forma da lei. NADA MAIS. Dado e passado nesta cidade de São Paulo, aos 11 de julho de 2022. [362,365,695,397]
notice-heading: EDITAL DE CITAÇÃO - PRAZO DE 20 DIAS. PROCESSO Nº 1011661-22.2020.8.26.0564. [362,465,578,471]
legal-notice [4,1142,356,1228]
section-title: Economia [38,13,188,50]
legal-notice [4,229,194,393]
notice-heading: Citação. Prazo 20 dias. Proc. 1005299-04.2022.8.26.0100. [8,789,148,795]
legal-notice [196,62,356,200]
legal-notice [702,774,1007,860]
assembly-closing: São Paulo, 25 de julho de 2022. Presidente: Anderson Barbosa da Silva [403,1683,653,1693]
legal-notice [358,962,698,1059]
assembly-title: EDITAL DE CONVOCAÇÃO DA ASSEMBLEIA GERAL ORDINÁRIA E EXTRAORDINÁRIA DA COOPERATIVA DOS TRABALHADORES PRESTADORES DE SERVIÇOS DE TRANSPORTE PÚBLICO, ESCOLAR, FRETAMENTO E CARGAS. [383,1509,673,1549]
notice-body: O(A) MM. Juiz(a) de Direito da 9ª Vara Cível, do Foro Regional II - Santo Amaro, Estado de São Paulo, Dr(a). Adilson Aparecido Rodrigues Cabral Junior, na forma da Lei, etc. FAZ SABER a AB SAT Serviços Ltda, CNPJ 14.020.000/0001-69, que Sky Serviços de Banda Larga Ltda lhe ajuizou ação de Procedimento Comum para cobrança de R$ 171.177,19. Estando a ré em lugar ignorado, foi determinada a citação por edital, para que em 15 dias, a fluir dos 20 dias supra, conteste a ação, sob pena de ser considerada revel, caso em que será nomeado curador especial. Será o presente edital, por extrato, afixado e publicado na forma da lei. NADA MAIS. Dado e passado nesta cidade de São Paulo, aos 15 de julho de 2022. [200,71,352,148]
notice-body: O Dr. Luiz Gustavo Giuntini de Rezende, Juiz de Direito da 8ª Vara Cível do Foro Regional VIII - Tatuapé/SP, Faz Saber a Cristiane Pinheiro Vieira, CPF 216.159.398-68, que Banco Itaucard S/A ajuizou Ação de Busca e Apreensão convertida em Execução para recebimento de R$ 24.501,13. Estando a ré em lugar ignorado, foi deferida a citação por edital. Será o presente edital afixado e publicado na forma da lei. NADA MAIS. Dado e passado nesta cidade de Guarulhos, aos 06 de julho de 2022. [706,599,1003,631]
legal-notice [358,162,698,259]
legal-notice [702,596,1007,682]
notice-heading: EDITAL DE CITAÇÃO - PRAZO DE 20 DIAS. PROCESSO Nº 1076973-42.2018.8.26.0100. [8,1501,223,1507]
notice-heading: Citação. Prazo 20 dias. Proc. 0002412-25.2019.8.26.0564. [362,765,506,771]
notice-heading: EDITAL DE CITAÇÃO - PRAZO DE 30 DIAS. PROCESSO Nº 0001113-16.2018.8.26.0100. [8,1056,222,1062]
column-2-notices [196,62,356,341]
notice-body: O(A) MM. Juiz(a) de Direito da 5ª Vara Cível, do Foro Central Cível, Estado de São Paulo, Dr(a). Daniel Guerra de Carvalho, na forma da Lei, etc. FAZ SABER a(o) Cristiane Antonieta Barros Costa, que lhe foi proposta uma ação de Cumprimento de Sentença por parte de Condomínio Edifício Itaguá. Estando a executada em lugar ignorado, expede-se edital para que em 15 dias, a fluir após os 20 dias supra, pague a quantia de R$ 9.824,82, sob pena de multa de 10% e honorários. Será o presente edital afixado e publicado na forma da lei. NADA MAIS. Dado e passado nesta cidade de Campinas, aos 28 de junho de 2022. [8,1412,352,1444]
legal-notice [702,151,1007,237]
legal-notice [4,430,356,516]
notice-body: O(A) MM. Juiz(a) de Direito da 1ª Vara Cível, do Foro Regional XI - Pinheiros, Estado de São Paulo, Dr(a). Eduardo Pires Cantim, na forma da Lei, etc. FAZ SABER aos réus ausentes, incertos, desconhecidos, eventuais interessados, que Jeferson Dutra Veiga ajuizou ação de Usucapião visando o domínio do imóvel localizado na Rua Cardeal Arcoverde, 2811, Pinheiros. Estando em termos, expede-se o presente edital para citação dos supramencionados para, no prazo de 15 dias, a fluir após o prazo de 20 dias, contestarem o feito. Será o presente edital afixado e publicado na forma da lei. NADA MAIS. Dado e passado nesta cidade de São Paulo, aos 07 de julho de 2022. [706,154,1003,199]
notice-heading: EDITAL DE CITAÇÃO - PRAZO DE 20 DIAS. PROCESSO Nº 1020559-83.2021.8.26.0001. [706,510,922,516]
